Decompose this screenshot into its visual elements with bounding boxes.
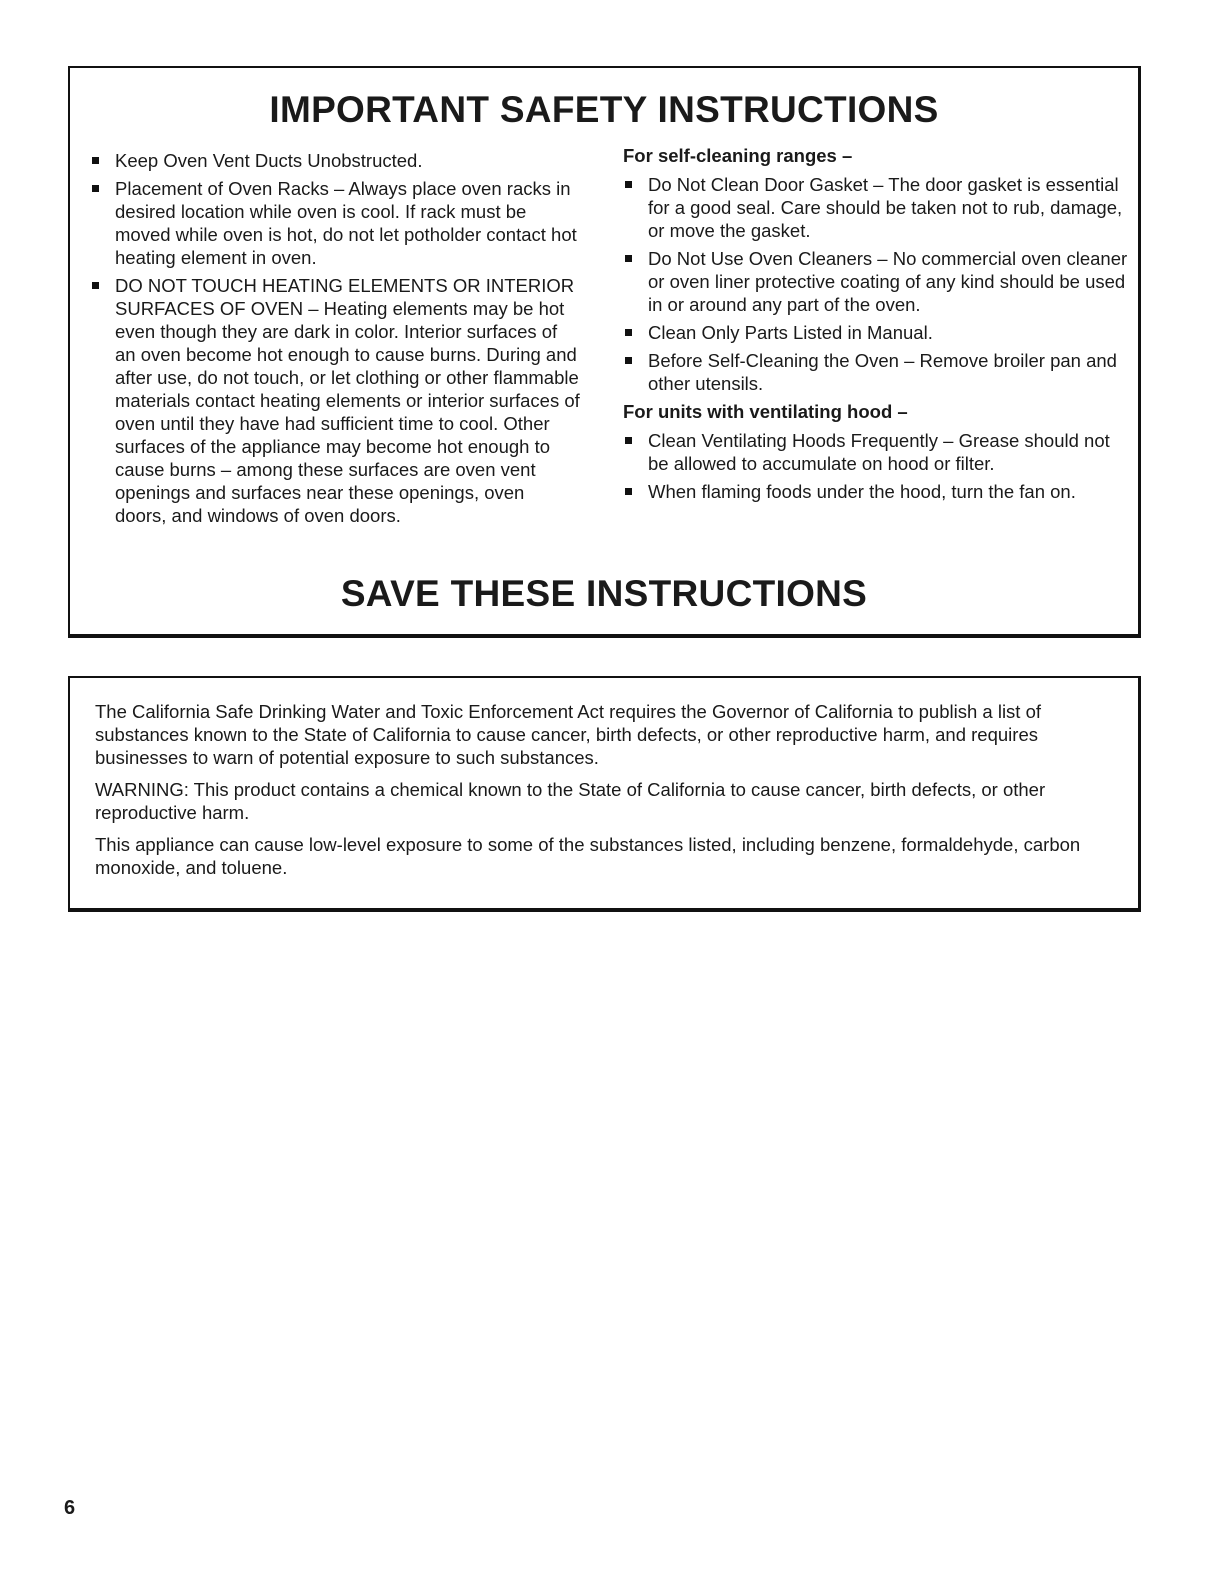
- list-item-text: When flaming foods under the hood, turn the fan on.: [648, 481, 1076, 502]
- square-bullet-icon: [625, 329, 632, 336]
- ventilating-heading: For units with ventilating hood –: [623, 401, 908, 422]
- square-bullet-icon: [625, 357, 632, 364]
- list-item: [90, 274, 580, 527]
- list-item-text: Placement of Oven Racks – Always place oven racks in desired location while oven is cool. If rack must be moved while oven is hot, do not let potholder contact hot heating element in oven.: [115, 178, 577, 268]
- square-bullet-icon: [625, 488, 632, 495]
- safety-left-list: [90, 149, 580, 527]
- square-bullet-icon: [92, 282, 99, 289]
- ventilating-list: [623, 429, 1128, 503]
- page-number: 6: [64, 1497, 76, 1519]
- safety-left-column: [90, 149, 580, 532]
- list-item: [623, 247, 1128, 316]
- list-item-text: DO NOT TOUCH HEATING ELEMENTS OR INTERIOR SURFACES OF OVEN – Heating elements may be hot even though they are dark in color. Interior surfaces of an oven become hot enough to cause burns. During and after use, do not touch, or let clothing or other flammable materials contact heating elements or interior surfaces of oven until they have had sufficient time to cool. Other surfaces of the appliance may become hot enough to cause burns – among these surfaces are oven vent openings and surfaces near these openings, oven doors, and windows of oven doors.: [115, 275, 580, 526]
- list-item: [623, 321, 1128, 344]
- list-item-text: Clean Only Parts Listed in Manual.: [648, 322, 933, 343]
- list-item: [90, 149, 580, 172]
- square-bullet-icon: [625, 255, 632, 262]
- safety-right-column: [623, 144, 1128, 508]
- square-bullet-icon: [625, 181, 632, 188]
- safety-instructions-box: [68, 66, 1141, 638]
- list-item-text: Do Not Use Oven Cleaners – No commercial oven cleaner or oven liner protective coating of any kind should be used in or around any part of the oven.: [648, 248, 1128, 315]
- self-cleaning-heading: For self-cleaning ranges –: [623, 145, 853, 166]
- list-item: [623, 429, 1128, 475]
- square-bullet-icon: [92, 157, 99, 164]
- list-item: [623, 480, 1128, 503]
- california-prop65-box: [68, 676, 1141, 912]
- list-item-text: Do Not Clean Door Gasket – The door gasket is essential for a good seal. Care should be taken not to rub, damage, or move the gasket.: [648, 174, 1123, 241]
- list-item-text: Clean Ventilating Hoods Frequently – Grease should not be allowed to accumulate on hood or filter.: [648, 430, 1110, 474]
- square-bullet-icon: [92, 185, 99, 192]
- safety-title: IMPORTANT SAFETY INSTRUCTIONS: [269, 89, 939, 130]
- prop65-warning-paragraph: WARNING: This product contains a chemical known to the State of California to cause cancer, birth defects, or other reproductive harm.: [95, 779, 1046, 823]
- list-item: [623, 349, 1128, 395]
- list-item-text: Before Self-Cleaning the Oven – Remove broiler pan and other utensils.: [648, 350, 1117, 394]
- list-item: [623, 173, 1128, 242]
- save-instructions-title: SAVE THESE INSTRUCTIONS: [340, 573, 868, 614]
- list-item: [90, 177, 580, 269]
- self-cleaning-list: [623, 173, 1128, 395]
- prop65-intro-paragraph: The California Safe Drinking Water and Toxic Enforcement Act requires the Governor of California to publish a list of substances known to the State of California to cause cancer, birth defects, or other reproductive harm, and requires businesses to warn of potential exposure to such substances.: [95, 701, 1042, 768]
- square-bullet-icon: [625, 437, 632, 444]
- list-item-text: Keep Oven Vent Ducts Unobstructed.: [115, 150, 423, 171]
- prop65-exposure-paragraph: This appliance can cause low-level exposure to some of the substances listed, including benzene, formaldehyde, carbon monoxide, and toluene.: [95, 834, 1081, 878]
